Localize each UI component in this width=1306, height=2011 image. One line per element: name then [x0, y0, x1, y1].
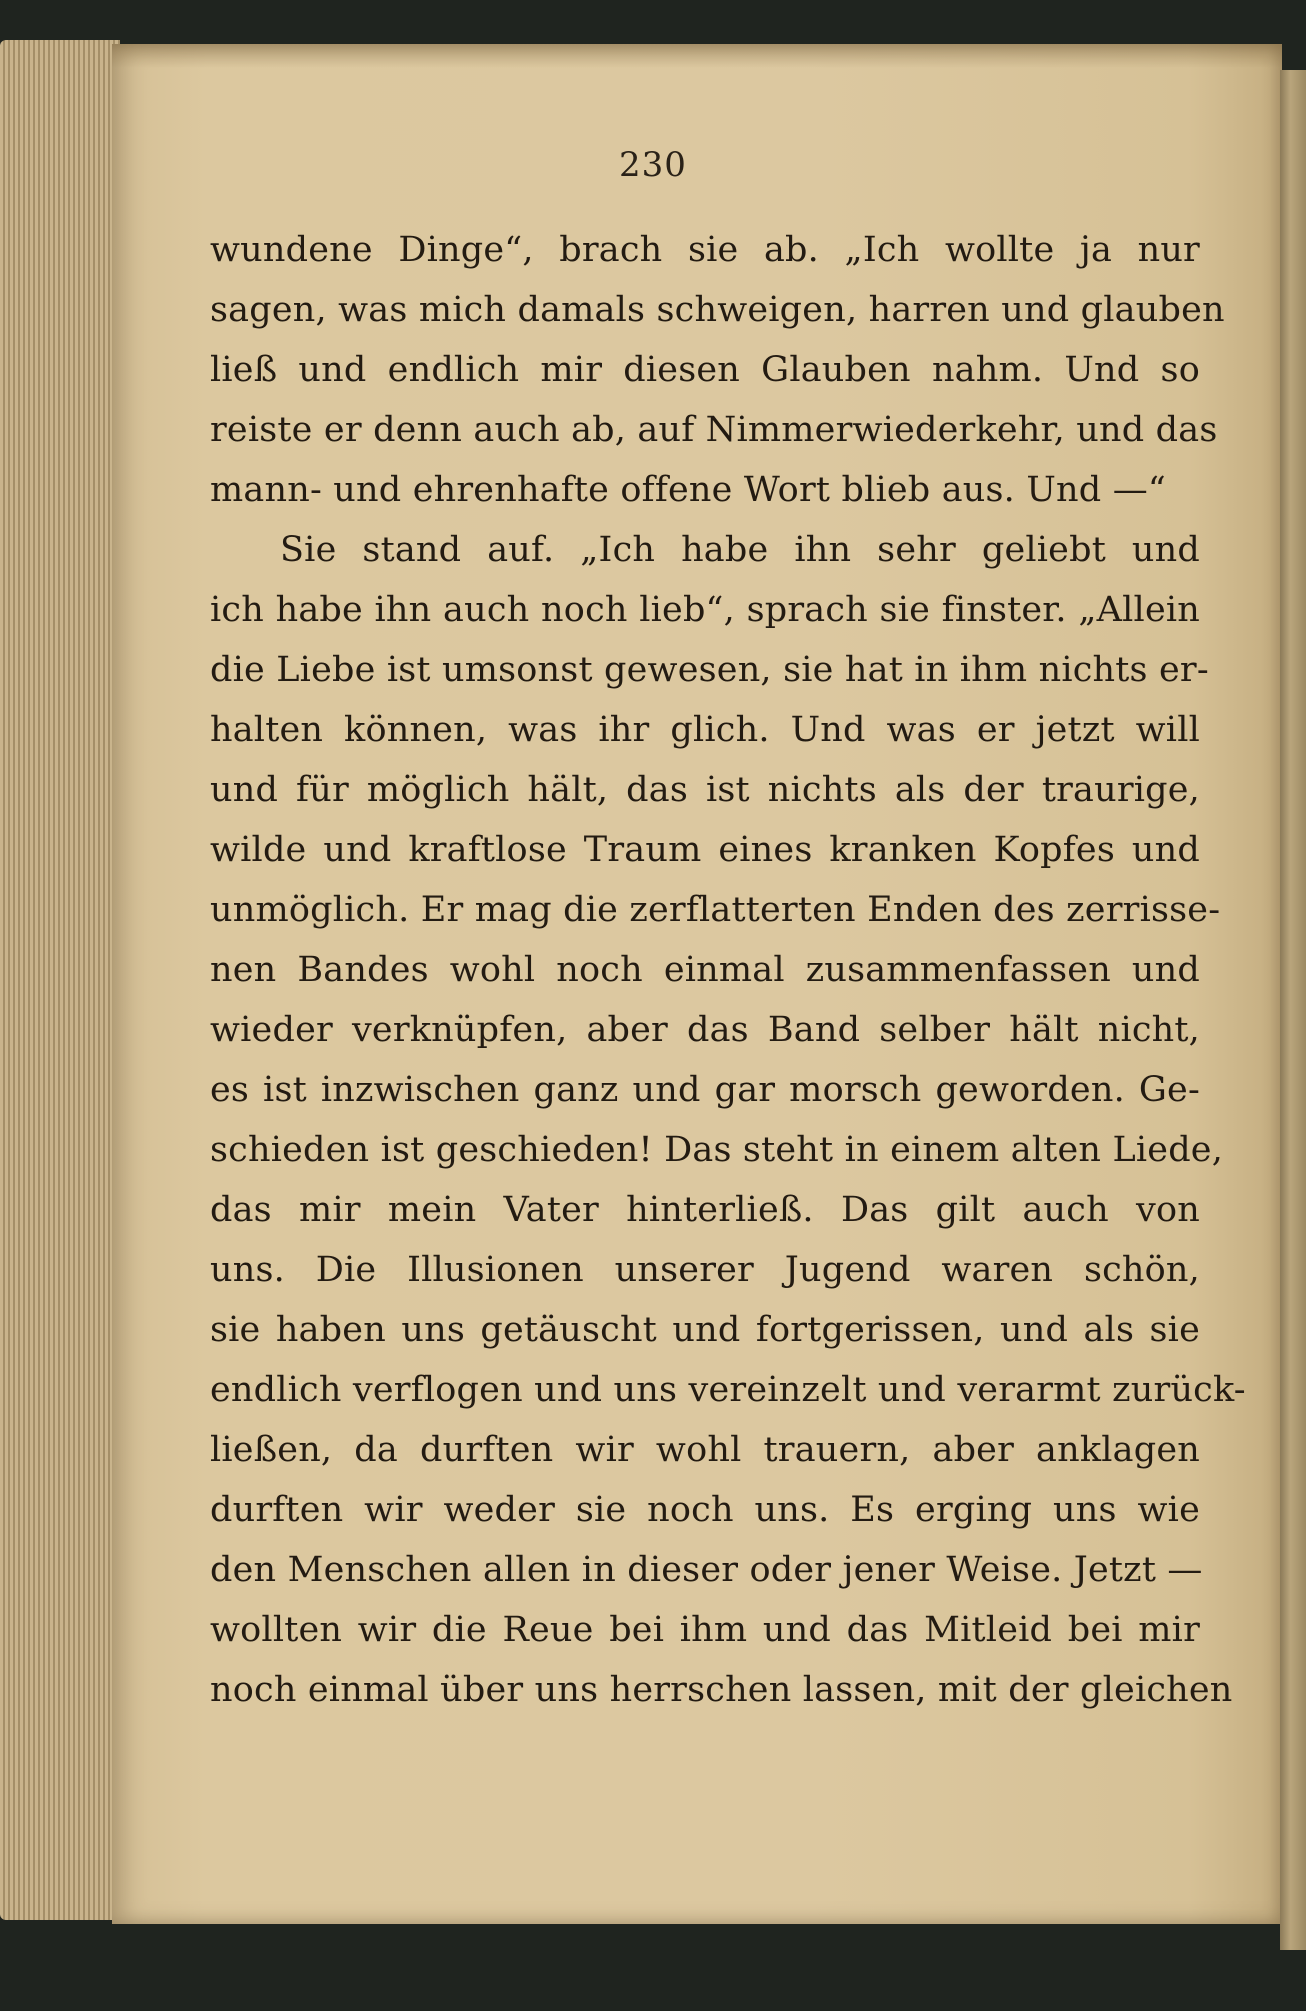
text-line: wilde und kraftlose Traum eines kranken Kopfes und — [210, 830, 1200, 870]
text-line: halten können, was ihr glich. Und was er jetzt will — [210, 710, 1200, 750]
text-line: und für möglich hält, das ist nichts als der traurige, — [210, 770, 1200, 810]
text-line: schieden ist geschieden! Das steht in einem alten Liede, — [210, 1130, 1224, 1170]
text-line: sagen, was mich damals schweigen, harren und glauben — [210, 290, 1225, 330]
text-line: endlich verflogen und uns vereinzelt und verarmt zurück- — [210, 1370, 1246, 1410]
text-line: wollten wir die Reue bei ihm und das Mitleid bei mir — [210, 1610, 1200, 1650]
page-number: 230 — [619, 145, 687, 185]
page-edges — [0, 40, 120, 1920]
text-line: ich habe ihn auch noch lieb“, sprach sie finster. „Allein — [210, 590, 1200, 630]
text-line: nen Bandes wohl noch einmal zusammenfassen und — [210, 950, 1200, 990]
text-line: durften wir weder sie noch uns. Es erging uns wie — [210, 1490, 1200, 1530]
text-line: es ist inzwischen ganz und gar morsch geworden. Ge- — [210, 1070, 1200, 1110]
text-line: noch einmal über uns herrschen lassen, mit der gleichen — [210, 1670, 1233, 1710]
text-line: den Menschen allen in dieser oder jener Weise. Jetzt — — [210, 1550, 1203, 1590]
text-line: die Liebe ist umsonst gewesen, sie hat in ihm nichts er- — [210, 650, 1209, 690]
text-line: reiste er denn auch ab, auf Nimmerwiederkehr, und das — [210, 410, 1218, 450]
text-line: uns. Die Illusionen unserer Jugend waren schön, — [210, 1250, 1200, 1290]
text-line: ließen, da durften wir wohl trauern, aber anklagen — [210, 1430, 1200, 1470]
facing-page-edge — [1280, 70, 1306, 1950]
text-line: mann- und ehrenhafte offene Wort blieb aus. Und —“ — [210, 470, 1166, 510]
body-text — [210, 220, 1246, 1720]
text-line: wieder verknüpfen, aber das Band selber hält nicht, — [210, 1010, 1200, 1050]
text-line: ließ und endlich mir diesen Glauben nahm. Und so — [210, 350, 1200, 390]
text-line: sie haben uns getäuscht und fortgerissen, und als sie — [210, 1310, 1200, 1350]
text-line: wundene Dinge“, brach sie ab. „Ich wollte ja nur — [210, 230, 1200, 270]
text-line: Sie stand auf. „Ich habe ihn sehr geliebt und — [280, 530, 1200, 570]
text-line: unmöglich. Er mag die zerflatterten Enden des zerrisse- — [210, 890, 1221, 930]
text-line: das mir mein Vater hinterließ. Das gilt auch von — [210, 1190, 1200, 1230]
